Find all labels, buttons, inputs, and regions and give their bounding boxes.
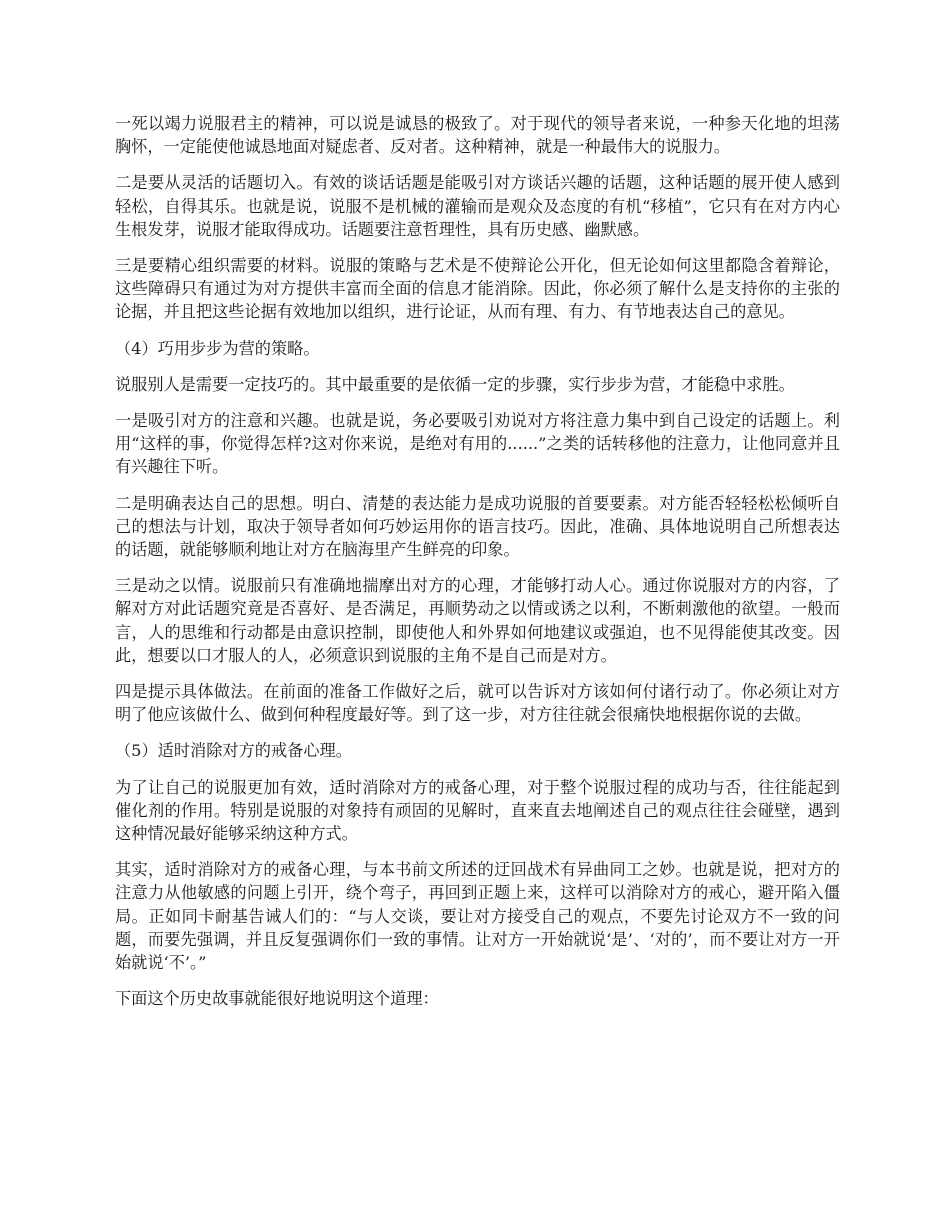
document-body [115,112,840,1024]
paragraph: 三是要精心组织需要的材料。说服的策略与艺术是不使辩论公开化，但无论如何这里都隐含着辩论，这些障碍只有通过为对方提供丰富而全面的信息才能消除。因此，你必须了解什么是支持你的主张的论据，并且把这些论据有效地加以组织，进行论证，从而有理、有力、有节地表达自己的意见。 [115,256,840,322]
paragraph: 说服别人是需要一定技巧的。其中最重要的是依循一定的步骤，实行步步为营，才能稳中求胜。 [115,374,795,394]
paragraph: 一死以竭力说服君主的精神，可以说是诚恳的极致了。对于现代的领导者来说，一种参天化地的坦荡胸怀，一定能使他诚恳地面对疑虑者、反对者。这种精神，就是一种最伟大的说服力。 [115,114,840,157]
paragraph: 下面这个历史故事就能很好地说明这个道理： [115,989,439,1009]
section-heading: （4）巧用步步为营的策略。 [115,338,320,358]
paragraph: 其实，适时消除对方的戒备心理，与本书前文所述的迂回战术有异曲同工之妙。也就是说，把对方的注意力从他敏感的问题上引开，绕个弯子，再回到正题上来，这样可以消除对方的戒心，避开陷入僵局。正如同卡耐基告诫人们的：“与人交谈，要让对方接受自己的观点，不要先讨论双方不一致的问题，而要先强调，并且反复强调你们一致的事情。让对方一开始就说‘是’、‘对的’，而不要让对方一开始就说‘不’。” [115,860,840,973]
paragraph: 三是动之以情。说服前只有准确地揣摩出对方的心理，才能够打动人心。通过你说服对方的内容，了解对方对此话题究竟是否喜好、是否满足，再顺势动之以情或诱之以利，不断刺激他的欲望。一般而言，人的思维和行动都是由意识控制，即使他人和外界如何地建议或强迫，也不见得能使其改变。因此，想要以口才服人的人，必须意识到说服的主角不是自己而是对方。 [115,576,840,665]
paragraph: 一是吸引对方的注意和兴趣。也就是说，务必要吸引劝说对方将注意力集中到自己设定的话题上。利用“这样的事，你觉得怎样?这对你来说，是绝对有用的......”之类的话转移他的注意力，让他同意并且有兴趣往下听。 [115,411,840,477]
paragraph: 为了让自己的说服更加有效，适时消除对方的戒备心理，对于整个说服过程的成功与否，往往能起到催化剂的作用。特别是说服的对象持有顽固的见解时，直来直去地阐述自己的观点往往会碰壁，遇到这种情况最好能够采纳这种方式。 [115,777,840,844]
paragraph: 四是提示具体做法。在前面的准备工作做好之后，就可以告诉对方该如何付诸行动了。你必须让对方明了他应该做什么、做到何种程度最好等。到了这一步，对方往往就会很痛快地根据你说的去做。 [115,682,840,725]
paragraph: 二是明确表达自己的思想。明白、清楚的表达能力是成功说服的首要要素。对方能否轻轻松松倾听自己的想法与计划，取决于领导者如何巧妙运用你的语言技巧。因此，准确、具体地说明自己所想表达的话题，就能够顺利地让对方在脑海里产生鲜亮的印象。 [115,493,840,560]
paragraph: 二是要从灵活的话题切入。有效的谈话话题是能吸引对方谈话兴趣的话题，这种话题的展开使人感到轻松，自得其乐。也就是说，说服不是机械的灌输而是观众及态度的有机“移植”，它只有在对方内心生根发芽，说服才能取得成功。话题要注意哲理性，具有历史感、幽默感。 [115,173,840,239]
section-heading: （5）适时消除对方的戒备心理。 [115,741,352,761]
